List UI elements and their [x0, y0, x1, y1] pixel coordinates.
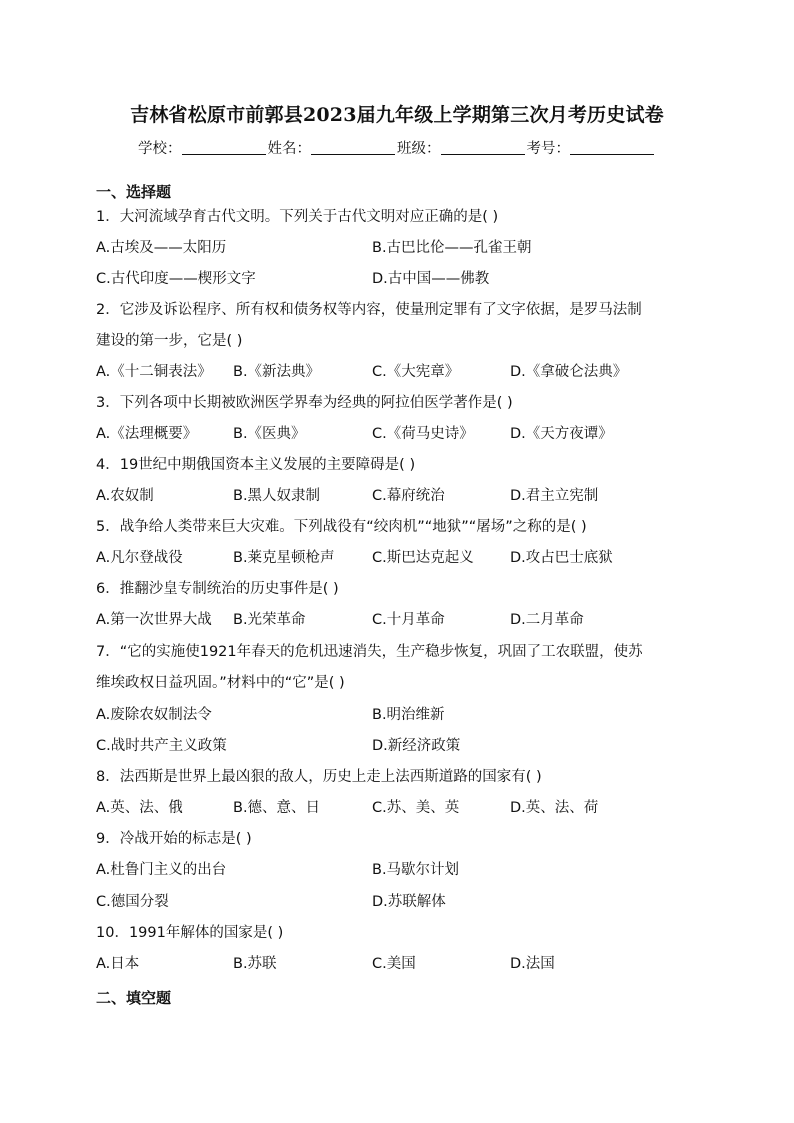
question-6-stem: 6．推翻沙皇专制统治的历史事件是( )	[96, 581, 339, 597]
question-9-option-c: C.德国分裂	[96, 894, 169, 910]
question-7-stem-line-1: 7．“它的实施使1921年春天的危机迅速消失，生产稳步恢复，巩固了工农联盟，使苏	[96, 644, 643, 660]
question-2-option-d: D.《拿破仑法典》	[510, 364, 628, 380]
name-label: 姓名：	[267, 141, 311, 157]
question-7-option-c: C.战时共产主义政策	[96, 738, 227, 754]
question-5-option-b: B.莱克星顿枪声	[233, 550, 335, 566]
question-1-option-d: D.古中国——佛教	[372, 271, 490, 287]
question-3-option-c: C.《荷马史诗》	[372, 426, 474, 442]
question-6-option-b: B.光荣革命	[233, 612, 306, 628]
exam-no-blank[interactable]	[570, 140, 654, 155]
question-2-option-c: C.《大宪章》	[372, 364, 460, 380]
question-4-option-a: A.农奴制	[96, 488, 154, 504]
section-heading-fill-in: 二、填空题	[96, 989, 172, 1007]
question-1-stem: 1．大河流域孕育古代文明。下列关于古代文明对应正确的是( )	[96, 209, 499, 225]
question-6-option-a: A.第一次世界大战	[96, 612, 212, 628]
question-2-option-b: B.《新法典》	[233, 364, 321, 380]
question-9-option-d: D.苏联解体	[372, 894, 446, 910]
question-4-stem: 4．19世纪中期俄国资本主义发展的主要障碍是( )	[96, 457, 416, 473]
student-info-line	[0, 137, 794, 158]
question-9-option-b: B.马歇尔计划	[372, 862, 460, 878]
question-10-stem: 10．1991年解体的国家是( )	[96, 925, 284, 941]
question-2-stem-line-1: 2．它涉及诉讼程序、所有权和债务权等内容，使量刑定罪有了文字依据，是罗马法制	[96, 302, 642, 318]
question-8-option-a: A.英、法、俄	[96, 800, 183, 816]
question-5-option-a: A.凡尔登战役	[96, 550, 183, 566]
class-label: 班级：	[397, 141, 441, 157]
question-1-option-a: A.古埃及——太阳历	[96, 240, 227, 256]
question-1-option-b: B.古巴比伦——孔雀王朝	[372, 240, 532, 256]
question-8-stem: 8．法西斯是世界上最凶狠的敌人，历史上走上法西斯道路的国家有( )	[96, 769, 542, 785]
question-5-option-c: C.斯巴达克起义	[372, 550, 474, 566]
question-6-option-c: C.十月革命	[372, 612, 445, 628]
question-2-option-a: A.《十二铜表法》	[96, 364, 212, 380]
question-3-option-d: D.《天方夜谭》	[510, 426, 613, 442]
question-8-option-d: D.英、法、荷	[510, 800, 599, 816]
question-8-option-c: C.苏、美、英	[372, 800, 460, 816]
section-heading-choice: 一、选择题	[96, 183, 172, 201]
question-7-option-d: D.新经济政策	[372, 738, 461, 754]
question-5-stem: 5．战争给人类带来巨大灾难。下列战役有“绞肉机”“地狱”“屠场”之称的是( )	[96, 519, 587, 535]
question-7-option-b: B.明治维新	[372, 707, 445, 723]
question-7-option-a: A.废除农奴制法令	[96, 707, 212, 723]
question-10-option-b: B.苏联	[233, 956, 277, 972]
question-7-stem-line-2: 维埃政权日益巩固。”材料中的“它”是( )	[96, 675, 345, 691]
question-9-option-a: A.杜鲁门主义的出台	[96, 862, 227, 878]
question-4-option-b: B.黑人奴隶制	[233, 488, 321, 504]
question-5-option-d: D.攻占巴士底狱	[510, 550, 613, 566]
question-3-stem: 3．下列各项中长期被欧洲医学界奉为经典的阿拉伯医学著作是( )	[96, 395, 513, 411]
question-4-option-c: C.幕府统治	[372, 488, 445, 504]
school-blank[interactable]	[182, 140, 266, 155]
question-10-option-c: C.美国	[372, 956, 416, 972]
school-label: 学校：	[138, 141, 182, 157]
name-blank[interactable]	[311, 140, 395, 155]
question-6-option-d: D.二月革命	[510, 612, 584, 628]
question-10-option-d: D.法国	[510, 956, 555, 972]
question-3-option-b: B.《医典》	[233, 426, 306, 442]
question-10-option-a: A.日本	[96, 956, 140, 972]
exam-no-label: 考号：	[526, 141, 570, 157]
question-9-stem: 9．冷战开始的标志是( )	[96, 831, 252, 847]
class-blank[interactable]	[441, 140, 525, 155]
question-1-option-c: C.古代印度——楔形文字	[96, 271, 256, 287]
question-2-stem-line-2: 建设的第一步，它是( )	[96, 333, 243, 349]
question-3-option-a: A.《法理概要》	[96, 426, 198, 442]
page-title: 吉林省松原市前郭县2023届九年级上学期第三次月考历史试卷	[130, 104, 664, 126]
question-4-option-d: D.君主立宪制	[510, 488, 599, 504]
question-8-option-b: B.德、意、日	[233, 800, 321, 816]
